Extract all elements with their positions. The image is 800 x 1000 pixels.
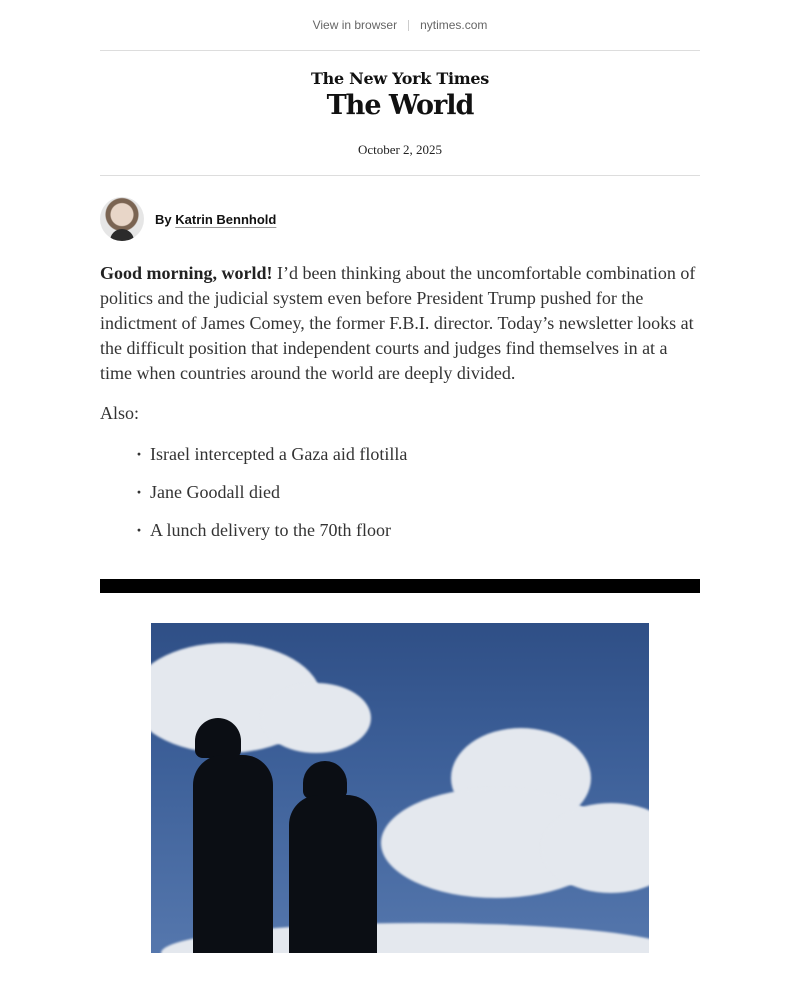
view-in-browser-link[interactable]: View in browser	[312, 18, 398, 32]
issue-date: October 2, 2025	[357, 142, 443, 157]
intro-greeting: Good morning, world!	[100, 263, 273, 283]
list-item: · A lunch delivery to the 70th floor	[136, 518, 700, 543]
author-link[interactable]: Katrin Bennhold	[175, 211, 277, 227]
newsletter-container	[100, 50, 700, 953]
also-label: Also:	[100, 403, 140, 423]
intro-body: I’d been thinking about the uncomfortable combination of politics and the judicial system even before President Trump pushed for the indictment of James Comey, the former F.B.I. director. Today’s newsletter looks at the difficult position that independent courts and judges find themselves in at a time when countries around the world are deeply divided.	[100, 263, 696, 383]
lead-photo[interactable]	[151, 623, 649, 953]
cloud-shape	[261, 683, 371, 753]
newsletter-title[interactable]: The World	[326, 90, 474, 121]
email-topbar	[0, 0, 800, 50]
nyt-logo[interactable]: The New York Times	[311, 69, 489, 88]
author-avatar	[100, 197, 144, 241]
also-list	[100, 442, 700, 543]
intro-paragraph	[100, 261, 700, 386]
officer-body	[193, 755, 273, 953]
list-item: · Jane Goodall died	[136, 480, 700, 505]
masthead-divider	[100, 175, 700, 176]
byline	[100, 197, 700, 241]
masthead	[100, 51, 700, 175]
officer-head	[303, 761, 347, 799]
topbar-divider	[408, 20, 409, 31]
officer-body	[289, 795, 377, 953]
section-divider-bar	[100, 579, 700, 593]
nytimes-link[interactable]: nytimes.com	[420, 18, 488, 32]
byline-prefix: By	[155, 211, 172, 227]
list-item: · Israel intercepted a Gaza aid flotilla	[136, 442, 700, 467]
byline-text	[155, 212, 276, 227]
officer-head	[195, 718, 241, 758]
